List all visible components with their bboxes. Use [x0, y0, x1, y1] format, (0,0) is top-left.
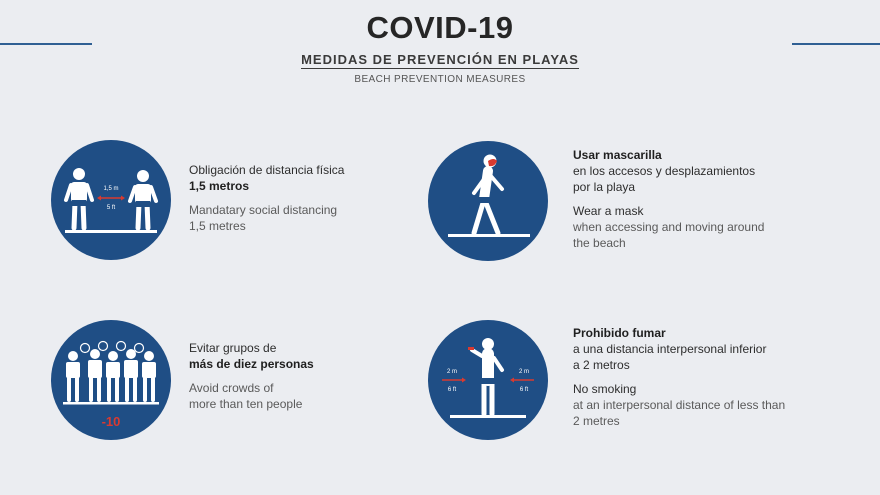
page-subtitle-english: BEACH PREVENTION MEASURES — [354, 74, 526, 85]
measure-en-bold: Wear a mask — [573, 204, 644, 218]
measure-es-bold: 1,5 metros — [189, 179, 250, 193]
measure-en-line: more than ten people — [189, 397, 303, 411]
measure-es-line: en los accesos y desplazamientos — [573, 164, 756, 178]
social-distance-icon — [51, 140, 171, 260]
measure-en-line: 1,5 metres — [189, 219, 246, 233]
no-smoking-icon — [428, 320, 548, 440]
right-distance-metres: 2 m — [518, 369, 530, 375]
measure-en-bold: No smoking — [573, 382, 637, 396]
mask-walking-icon — [428, 141, 548, 261]
measure-es-line: Evitar grupos de — [189, 341, 277, 355]
measure-es-bold: Usar mascarilla — [573, 148, 662, 162]
left-distance-metres: 2 m — [446, 369, 458, 375]
measure-es-line: a una distancia interpersonal inferior — [573, 342, 767, 356]
group-limit-count: -10 — [101, 414, 121, 429]
measure-en-line: Avoid crowds of — [189, 381, 274, 395]
measure-no-smoking — [573, 325, 785, 429]
measure-en-line: Mandatary social distancing — [189, 203, 338, 217]
measure-es-bold: más de diez personas — [189, 357, 314, 371]
page-subtitle-text: MEDIDAS DE PREVENCIÓN EN PLAYAS — [301, 52, 579, 67]
measure-groups — [189, 340, 314, 412]
page-subtitle — [0, 52, 880, 67]
page-title: COVID-19 — [366, 10, 514, 45]
measure-social-distance — [189, 162, 344, 234]
measure-es-bold: Prohibido fumar — [573, 326, 666, 340]
right-distance-feet: 6 ft — [519, 387, 529, 393]
measure-es-line: a 2 metros — [573, 358, 630, 372]
measure-es-line: Obligación de distancia física — [189, 163, 345, 177]
measure-mask — [573, 147, 764, 251]
measure-en-line: the beach — [573, 236, 626, 250]
measure-es-line: por la playa — [573, 180, 636, 194]
measure-en-line: at an interpersonal distance of less than — [573, 398, 786, 412]
distance-label-feet: 5 ft — [106, 205, 116, 211]
group-limit-icon — [51, 320, 171, 440]
left-distance-feet: 6 ft — [447, 387, 457, 393]
distance-label-metres: 1,5 m — [103, 186, 119, 192]
measure-en-line: 2 metres — [573, 414, 620, 428]
measure-en-line: when accessing and moving around — [573, 220, 765, 234]
